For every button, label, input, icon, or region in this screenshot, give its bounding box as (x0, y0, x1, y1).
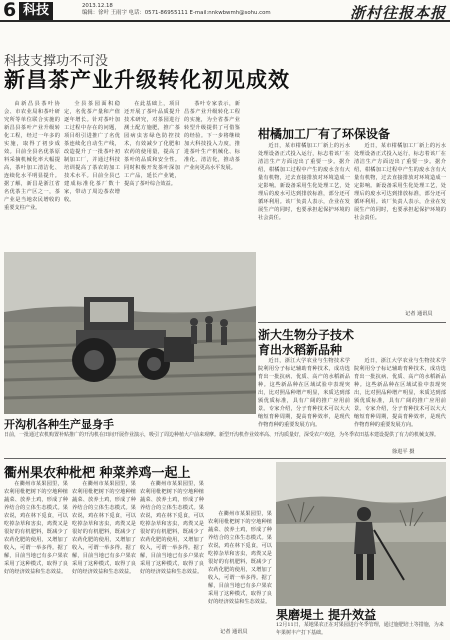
orange-story-title: 柑橘加工厂有了环保设备 (258, 127, 391, 141)
header-meta (82, 3, 312, 17)
section-divider (4, 458, 446, 459)
orange-credit: 记者 通讯员 (405, 311, 433, 317)
right-divider (258, 322, 446, 323)
masthead: 浙村往报本报 (349, 4, 446, 22)
fruit-caption: 12月11日，某地果农正在对果园进行冬季管理，通过施肥培土等措施，为来年果树丰产打下基础。 (276, 622, 444, 636)
lead-column-1: 由新昌县茶叶协会、市农业局和茶叶研究所等单位联合实施的新昌县茶叶产业升级转化工程，经过一年多的实施，取得了初步成效。目前全县名优茶原料采摘机械化率大幅提高，茶叶加工清洁化、连续化水平明显提升。据了解，新昌是浙江省名优茶主产区之一，茶产业是当地农民增收的重要支柱产业。 (4, 101, 60, 211)
photo-credit: 徐进平 摄 (392, 449, 415, 455)
orange-story-col-1: 近日，某市柑橘加工厂新上的污水处理设备正式投入运行，标志着该厂在清洁生产方面迈出了重要一步。据介绍，柑橘加工过程中产生的废水含有大量有机物，过去直接排放对环境造成一定影响。新设备采用生化处理工艺，处理后的废水可达到排放标准，部分还可循环利用。该厂负责人表示，企业在发展生产的同时，也要承担起保护环境的社会责任。 (258, 143, 350, 221)
lead-headline: 新昌茶产业升级转化初见成效 (4, 68, 290, 92)
quzhou-title: 衢州果农种枇杷 种菜养鸡一起上 (4, 466, 191, 481)
photo-caption-text: 日前，一批通过农机购置补贴推广的开沟机在田间开展作业演示，吸引了周边种植大户前来观摩。新型开沟机作业效率高、开沟质量好，深受农户欢迎，为冬季农田基本建设提供了有力的机械支撑。 (4, 432, 440, 438)
tractor-photo (4, 252, 256, 414)
editor-contact: 编辑：徐叶 王雨宇 电话：0571-86955111 E-mail:nnkwbwmh@sohu.com (82, 10, 271, 16)
page-number: 6 (3, 0, 17, 21)
biotech-title-line1: 浙大生物分子技术 (258, 328, 355, 342)
lead-column-4: 茶叶专家表示，新昌茶产业升级转化工程的实施，为全省茶产业转型升级提供了可借鉴的经验。下一步将继续加大科技投入力度，推进茶叶生产机械化、标准化、清洁化，推动茶产业向更高水平发展。 (184, 101, 240, 171)
orange-story-col-2: 近日，某市柑橘加工厂新上的污水处理设备正式投入运行，标志着该厂在清洁生产方面迈出了重要一步。据介绍，柑橘加工过程中产生的废水含有大量有机物，过去直接排放对环境造成一定影响。新设备采用生化处理工艺，处理后的废水可达到排放标准，部分还可循环利用。该厂负责人表示，企业在发展生产的同时，也要承担起保护环境的社会责任。 (354, 143, 446, 221)
biotech-title-line2: 育出水稻新品种 (258, 343, 343, 357)
quzhou-col-4: 在衢州市某果园里，果农利用枇杷树下的空地种植蔬菜、放养土鸡，形成了种养结合的立体生态模式。果农说，鸡在林下觅食，可以吃掉杂草和害虫，鸡粪又是很好的有机肥料，既减少了农药化肥的使用，又增加了收入，可谓一举多得。据了解，目前当地已有多户果农采用了这种模式，取得了良好的经济效益和生态效益。 (208, 511, 272, 605)
lead-column-3: 在此基础上，项目还开展了茶叶品质提升技术研究，对茶园进行测土配方施肥，推广茶园病虫害绿色防控技术，有效减少了化肥和农药的使用量，提高了茶叶的品质和安全性。同时积极开发茶叶深加工产品，延长产业链，提高了茶叶综合效益。 (124, 101, 180, 187)
quzhou-col-1: 在衢州市某果园里，果农利用枇杷树下的空地种植蔬菜、放养土鸡，形成了种养结合的立体生态模式。果农说，鸡在林下觅食，可以吃掉杂草和害虫，鸡粪又是很好的有机肥料，既减少了农药化肥的使用，又增加了收入，可谓一举多得。据了解，目前当地已有多户果农采用了这种模式，取得了良好的经济效益和生态效益。 (4, 481, 68, 575)
farmer-photo (276, 462, 446, 606)
photo-caption-title: 开沟机各种生产显身手 (4, 418, 114, 431)
issue-date: 2013.12.18 (82, 3, 113, 9)
lead-kicker: 科技支撑功不可没 (4, 54, 109, 69)
quzhou-credit: 记者 通讯员 (220, 629, 248, 635)
page-header (0, 0, 450, 22)
quzhou-col-3: 在衢州市某果园里，果农利用枇杷树下的空地种植蔬菜、放养土鸡，形成了种养结合的立体生态模式。果农说，鸡在林下觅食，可以吃掉杂草和害虫，鸡粪又是很好的有机肥料，既减少了农药化肥的使用，又增加了收入，可谓一举多得。据了解，目前当地已有多户果农采用了这种模式，取得了良好的经济效益和生态效益。 (140, 481, 204, 575)
quzhou-col-2: 在衢州市某果园里，果农利用枇杷树下的空地种植蔬菜、放养土鸡，形成了种养结合的立体生态模式。果农说，鸡在林下觅食，可以吃掉杂草和害虫，鸡粪又是很好的有机肥料，既减少了农药化肥的使用，又增加了收入，可谓一举多得。据了解，目前当地已有多户果农采用了这种模式，取得了良好的经济效益和生态效益。 (72, 481, 136, 575)
fruit-story-title: 果磨堤土 提升效益 (276, 608, 377, 622)
biotech-col-1: 近日，浙江大学农业与生物技术学院利用分子标记辅助育种技术，成功选育出一批抗病、优质、高产的水稻新品种。这些新品种在区域试验中表现突出，比对照品种增产明显，米质达到部颁优质标准，具有广阔的推广应用前景。专家介绍，分子育种技术可以大大缩短育种周期，提高育种效率，是现代作物育种的重要发展方向。 (258, 358, 350, 428)
lead-column-2: 全县茶园面积稳定，名优茶产量和产值逐年增长。针对茶叶加工过程中存在的问题，项目组引进推广了名优茶连续化自动生产线，改造提升了一批茶叶初制加工厂，并通过科技培训提高了茶农的加工技术水平。目前全县已建成标准化茶厂数十家，带动了周边茶农增收。 (64, 101, 120, 203)
biotech-col-2: 近日，浙江大学农业与生物技术学院利用分子标记辅助育种技术，成功选育出一批抗病、优质、高产的水稻新品种。这些新品种在区域试验中表现突出，比对照品种增产明显，米质达到部颁优质标准，具有广阔的推广应用前景。专家介绍，分子育种技术可以大大缩短育种周期，提高育种效率，是现代作物育种的重要发展方向。 (354, 358, 446, 428)
section-label: 科技 (19, 2, 53, 20)
